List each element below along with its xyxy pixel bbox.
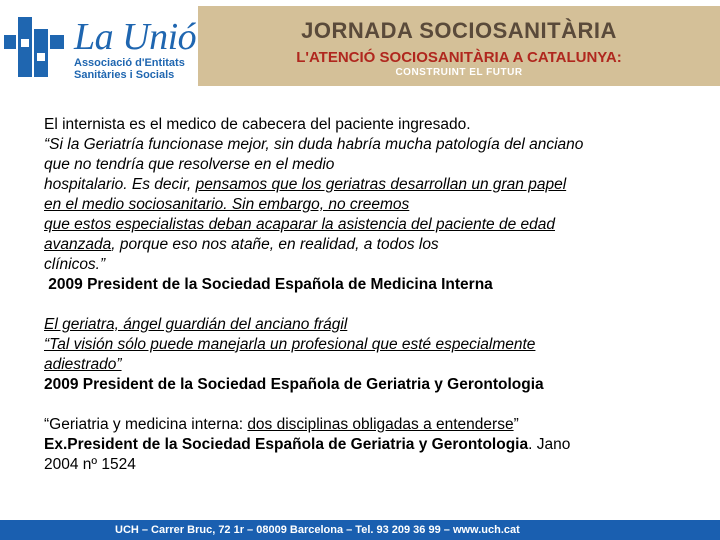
quote1-line8: clínicos.” xyxy=(44,256,106,273)
logo-title: La Unió xyxy=(74,16,197,58)
quote3-line1-c: ” xyxy=(513,416,519,433)
quote1-line4-a: hospitalario. Es decir, xyxy=(44,176,196,193)
footer-text: UCH – Carrer Bruc, 72 1r – 08009 Barcelona – Tel. 93 209 36 99 – www.uch.cat xyxy=(115,524,520,536)
event-banner xyxy=(198,6,720,86)
quote2-line3: adiestrado” xyxy=(44,356,122,373)
spacer xyxy=(44,295,694,315)
quote3-author xyxy=(44,435,694,455)
slide-content xyxy=(44,115,694,475)
quote1-line7 xyxy=(44,235,694,255)
quote1-line4 xyxy=(44,175,694,195)
quote1-line1: El internista es el medico de cabecera del paciente ingresado. xyxy=(44,116,471,133)
quote3-author-a: Ex.President de la Sociedad Española de Geriatria y Gerontologia xyxy=(44,436,529,453)
quote3-line1-b: dos disciplinas obligadas a entenderse xyxy=(247,416,514,433)
quote1-line6: que estos especialistas deban acaparar la asistencia del paciente de edad xyxy=(44,216,555,233)
quote3-line1-a: “Geriatria y medicina interna: xyxy=(44,416,248,433)
banner-subtitle: L'ATENCIÓ SOCIOSANITÀRIA A CATALUNYA: xyxy=(296,49,622,66)
quote1-line2: “Si la Geriatría funcionase mejor, sin duda habría mucha patología del anciano xyxy=(44,136,584,153)
quote3-line3: 2004 nº 1524 xyxy=(44,456,136,473)
quote1-author: 2009 President de la Sociedad Española de Medicina Interna xyxy=(44,276,493,293)
quote1-line7-b: , porque eso nos atañe, en realidad, a todos los xyxy=(111,236,439,253)
quote3-author-b: . Jano xyxy=(528,436,571,453)
la-unio-logo-icon xyxy=(4,17,66,77)
banner-tagline: CONSTRUINT EL FUTUR xyxy=(395,67,523,78)
quote3-line1 xyxy=(44,415,694,435)
quote2-line1: El geriatra, ángel guardián del anciano frágil xyxy=(44,316,348,333)
banner-title: JORNADA SOCIOSANITÀRIA xyxy=(301,18,617,43)
quote2-author: 2009 President de la Sociedad Española de Geriatria y Gerontologia xyxy=(44,376,544,393)
logo-subtitle-line-1: Associació d'Entitats xyxy=(74,57,185,69)
logo-subtitle xyxy=(74,57,185,81)
quote1-line4-b: pensamos que los geriatras desarrollan un gran papel xyxy=(195,176,567,193)
quote2-line2: “Tal visión sólo puede manejarla un profesional que esté especialmente xyxy=(44,336,536,353)
spacer xyxy=(44,395,694,415)
logo xyxy=(0,0,198,98)
quote1-line3: que no tendría que resolverse en el medio xyxy=(44,156,335,173)
quote1-line7-a: avanzada xyxy=(44,236,112,253)
quote1-line5: en el medio sociosanitario. Sin embargo, no creemos xyxy=(44,196,410,213)
footer xyxy=(0,520,720,540)
header xyxy=(0,0,720,98)
logo-subtitle-line-2: Sanitàries i Socials xyxy=(74,69,175,81)
